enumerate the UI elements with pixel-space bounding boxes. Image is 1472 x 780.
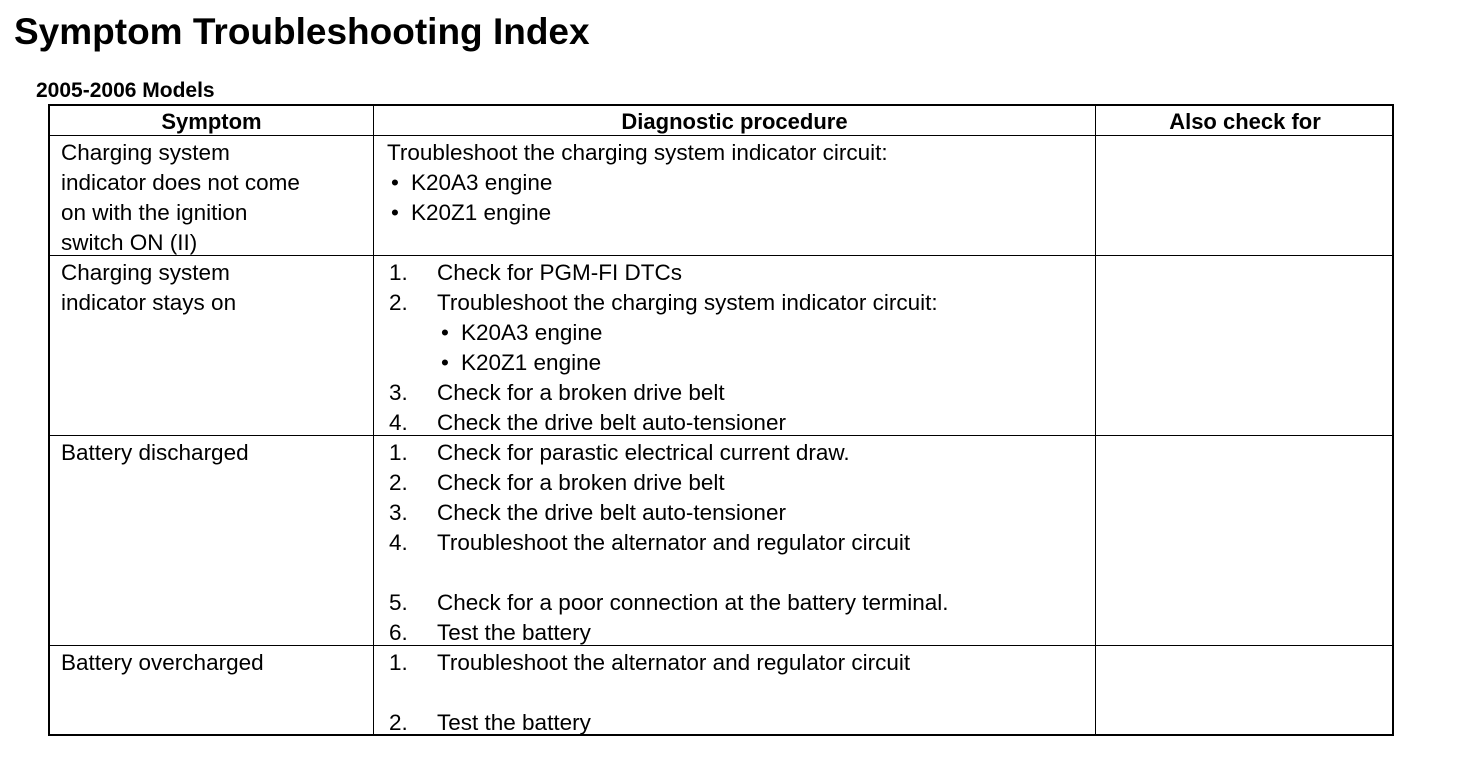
column-divider [1095, 106, 1096, 734]
procedure-bullet [387, 168, 888, 198]
step-number: 6. [389, 620, 408, 645]
step-text: Check for a broken drive belt [437, 470, 725, 495]
procedure-cell [387, 138, 888, 228]
row-divider [50, 645, 1392, 646]
bullet-text: K20Z1 engine [461, 350, 602, 375]
step-number: 2. [389, 470, 408, 495]
bullet-marker: • [391, 200, 399, 225]
step-number: 5. [389, 590, 408, 615]
symptom-line: indicator does not come [61, 170, 300, 195]
bullet-marker: • [441, 320, 449, 345]
bullet-marker: • [441, 350, 449, 375]
symptom-cell [61, 648, 264, 678]
procedure-bullet [387, 198, 888, 228]
step-number: 1. [389, 440, 408, 465]
step-text: Troubleshoot the charging system indicator circuit: [437, 290, 938, 315]
symptom-line: on with the ignition [61, 200, 248, 225]
step-text: Troubleshoot the alternator and regulator circuit [437, 530, 911, 555]
symptom-line: Charging system [61, 260, 230, 285]
header-symptom: Symptom [161, 109, 262, 134]
step-number: 3. [389, 500, 408, 525]
symptom-line: Charging system [61, 140, 230, 165]
step-number: 2. [389, 710, 408, 735]
step-text: Check the drive belt auto-tensioner [437, 500, 786, 525]
step-number: 4. [389, 530, 408, 555]
models-subtitle: 2005-2006 Models [36, 79, 215, 102]
bullet-marker: • [391, 170, 399, 195]
header-also-check-for: Also check for [1169, 109, 1321, 134]
step-text: Test the battery [437, 620, 591, 645]
step-text: Check for parastic electrical current draw. [437, 440, 850, 465]
bullet-text: K20A3 engine [461, 320, 603, 345]
symptom-cell [61, 438, 249, 468]
symptom-cell [61, 138, 300, 258]
step-text: Check the drive belt auto-tensioner [437, 410, 786, 435]
step-number: 4. [389, 410, 408, 435]
procedure-text: Troubleshoot the charging system indicator circuit: [387, 140, 888, 165]
header-diagnostic-procedure: Diagnostic procedure [621, 109, 848, 134]
bullet-text: K20Z1 engine [411, 200, 552, 225]
step-number: 1. [389, 650, 408, 675]
page-title: Symptom Troubleshooting Index [14, 11, 590, 52]
symptom-cell [61, 258, 236, 318]
step-number: 3. [389, 380, 408, 405]
step-number: 1. [389, 260, 408, 285]
column-divider [373, 106, 374, 734]
step-text: Check for PGM-FI DTCs [437, 260, 683, 285]
step-text: Troubleshoot the alternator and regulator circuit [437, 650, 911, 675]
symptom-line: Battery discharged [61, 440, 249, 465]
step-text: Check for a poor connection at the battery terminal. [437, 590, 949, 615]
bullet-text: K20A3 engine [411, 170, 553, 195]
step-text: Check for a broken drive belt [437, 380, 725, 405]
step-text: Test the battery [437, 710, 591, 735]
symptom-line: Battery overcharged [61, 650, 264, 675]
symptom-line: switch ON (II) [61, 230, 198, 255]
step-number: 2. [389, 290, 408, 315]
symptom-line: indicator stays on [61, 290, 237, 315]
troubleshooting-table [48, 104, 1394, 736]
